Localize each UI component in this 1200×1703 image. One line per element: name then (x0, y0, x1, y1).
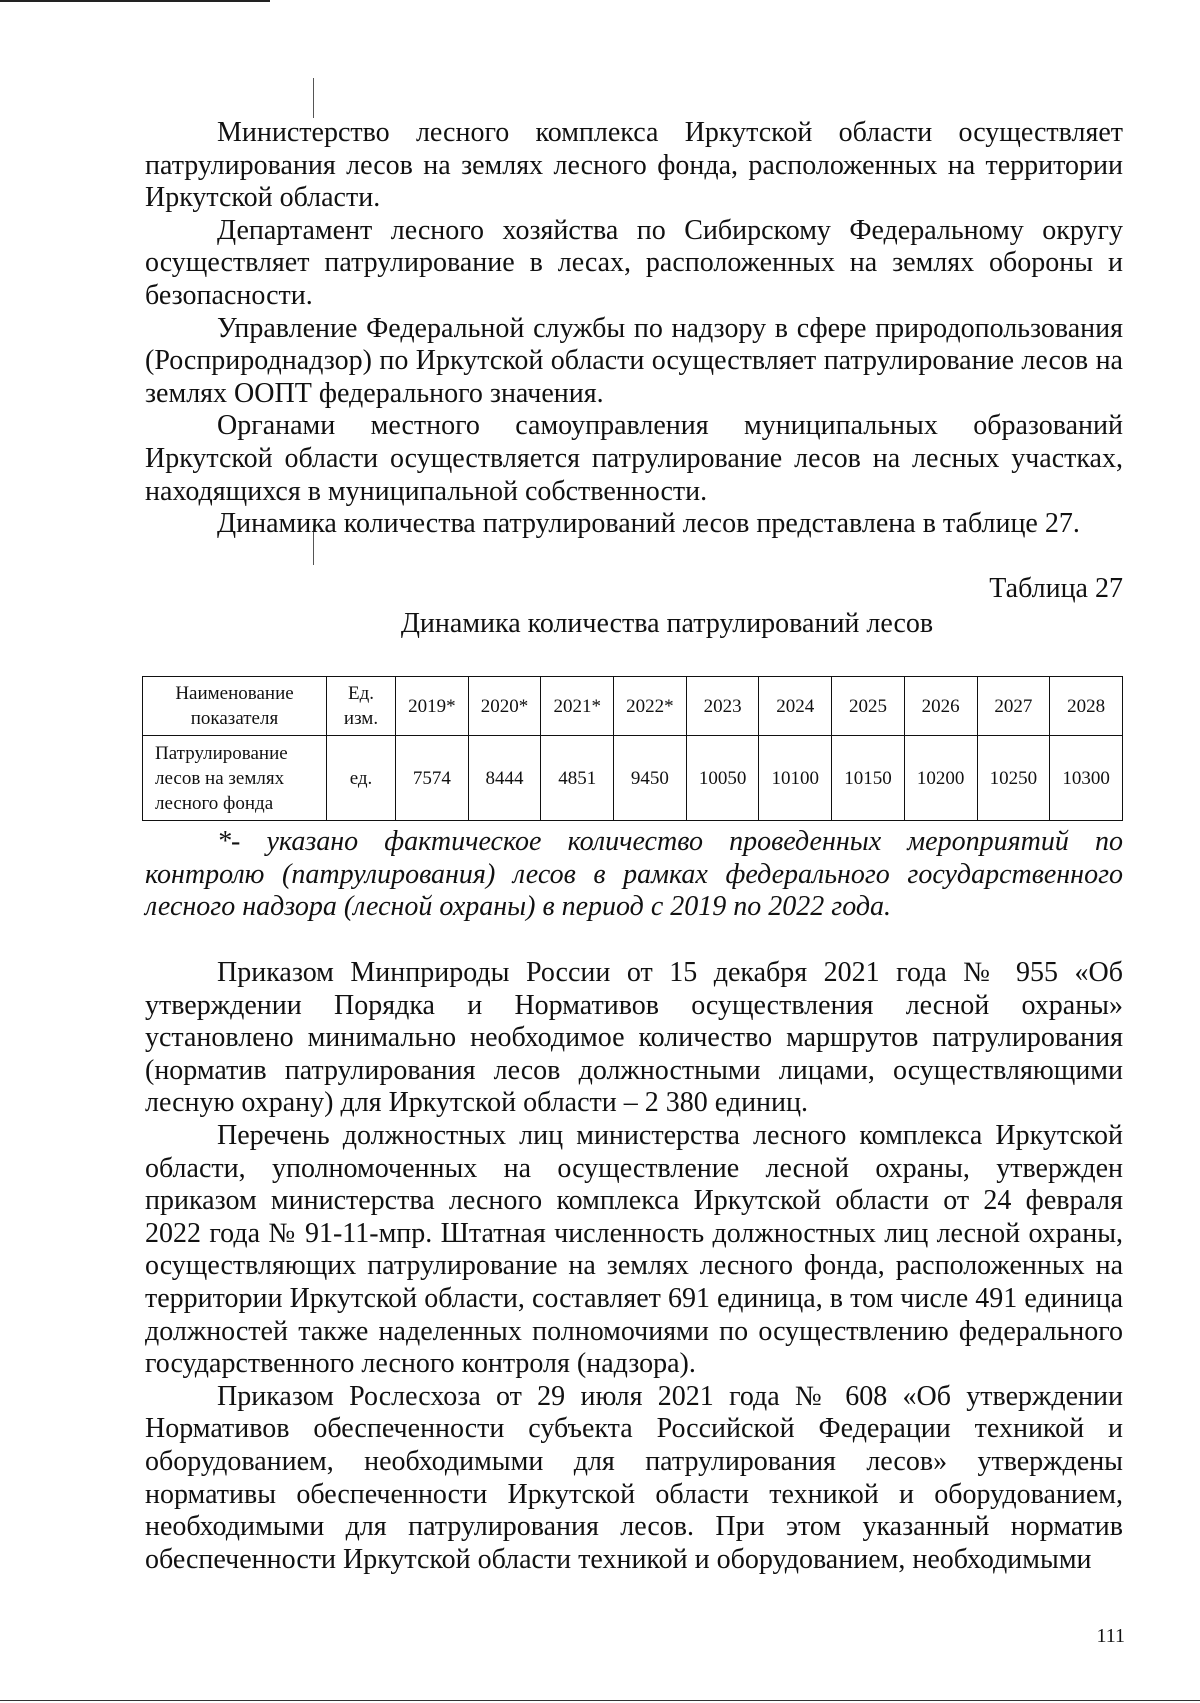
table-cell: 10050 (686, 736, 759, 821)
table-header-cell: 2019* (396, 677, 469, 736)
table-header-cell: 2023 (686, 677, 759, 736)
table-header-cell: 2021* (541, 677, 614, 736)
table-header-row (143, 677, 1123, 736)
scan-artifact (313, 78, 314, 118)
table-header-cell: 2027 (977, 677, 1050, 736)
scan-edge-line (0, 1700, 1200, 1701)
table-title: Динамика количества патрулирований лесов (400, 608, 934, 639)
table-cell: 7574 (396, 736, 469, 821)
table-cell: 10150 (832, 736, 905, 821)
paragraph: Динамика количества патрулирований лесов представлена в таблице 27. (217, 508, 1080, 540)
table-cell: 10300 (1050, 736, 1123, 821)
table-header-cell: 2026 (904, 677, 977, 736)
intro-text (145, 117, 1123, 541)
table-row (143, 736, 1123, 821)
table-cell: 9450 (614, 736, 687, 821)
table-label: Таблица 27 (989, 573, 1123, 604)
paragraph: Департамент лесного хозяйства по Сибирскому Федеральному округу осуществляет патрулирование в лесах, расположенных на землях обороны и безопасности. (145, 214, 1123, 311)
table-header-cell: 2020* (468, 677, 541, 736)
table-cell: Патрулирование лесов на землях лесного фонда (143, 736, 327, 821)
table-cell: 10200 (904, 736, 977, 821)
paragraph: Перечень должностных лиц министерства лесного комплекса Иркутской области, уполномоченных на осуществление лесной охраны, утвержден приказом министерства лесного комплекса Иркутской области от 24 февраля 2022 года № 91-11-мпр. Штатная численность должностных лиц лесной охраны, осуществляющих патрулирование на землях лесного фонда, расположенных на территории Иркутской области, составляет 691 единица, в том числе 491 единица должностей также наделенных полномочиями по осуществлению федерального государственного лесного контроля (надзора). (145, 1119, 1123, 1380)
table-header-cell: Ед. изм. (327, 677, 396, 736)
table-cell: ед. (327, 736, 396, 821)
table-cell: 8444 (468, 736, 541, 821)
table-header-cell: 2024 (759, 677, 832, 736)
table-header-cell: 2025 (832, 677, 905, 736)
table-cell: 10250 (977, 736, 1050, 821)
table-footnote: *- указано фактическое количество проведенных мероприятий по контролю (патрулирования) лесов в рамках федерального государственного лесного надзора (лесной охраны) в период с 2019 по 2022 года. (145, 826, 1123, 923)
paragraph: Органами местного самоуправления муниципальных образований Иркутской области осуществляется патрулирование лесов на лесных участках, находящихся в муниципальной собственности. (145, 410, 1123, 507)
table-cell: 4851 (541, 736, 614, 821)
paragraph: Приказом Рослесхоза от 29 июля 2021 года № 608 «Об утверждении Нормативов обеспеченности субъекта Российской Федерации техникой и оборудованием, необходимыми для патрулирования лесов» утверждены нормативы обеспеченности Иркутской области техникой и оборудованием, необходимыми для патрулирования лесов. При этом указанный норматив обеспеченности Иркутской области техникой и оборудованием, необходимыми (145, 1380, 1123, 1575)
scan-edge-line (0, 0, 270, 2)
paragraph: Управление Федеральной службы по надзору в сфере природопользования (Росприроднадзор) по Иркутской области осуществляет патрулирование лесов на землях ООПТ федерального значения. (145, 312, 1123, 409)
table-header-cell: Наименование показателя (143, 677, 327, 736)
page-number: 111 (1096, 1625, 1125, 1647)
table-header-cell: 2022* (614, 677, 687, 736)
paragraph: Министерство лесного комплекса Иркутской области осуществляет патрулирования лесов на землях лесного фонда, расположенных на территории Иркутской области. (145, 117, 1123, 214)
patrol-table (142, 676, 1123, 821)
paragraph: Приказом Минприроды России от 15 декабря 2021 года № 955 «Об утверждении Порядка и Нормативов осуществления лесной охраны» установлено минимально необходимое количество маршрутов патрулирования (норматив патрулирования лесов должностными лицами, осуществляющими лесную охрану) для Иркутской области – 2 380 единиц. (145, 957, 1123, 1119)
table-header-cell: 2028 (1050, 677, 1123, 736)
table-cell: 10100 (759, 736, 832, 821)
body-text (145, 957, 1123, 1576)
